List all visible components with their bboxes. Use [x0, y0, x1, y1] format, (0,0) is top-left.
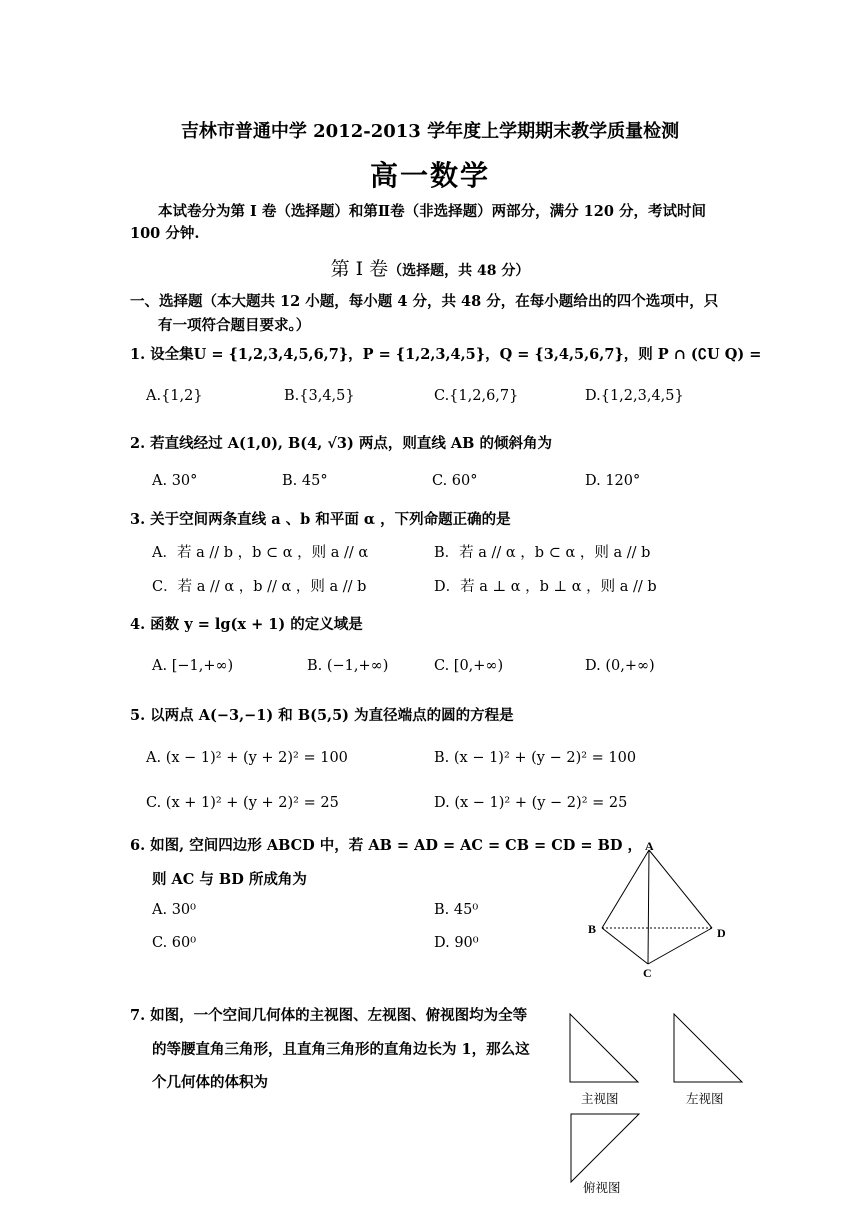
edge-ac	[648, 850, 649, 964]
section-heading	[0, 254, 860, 281]
question-2-option-a: A. 30°	[152, 473, 198, 489]
question-7-stem-1: 7. 如图，一个空间几何体的主视图、左视图、俯视图均为全等	[130, 1007, 528, 1024]
question-5-option-a: A. (x − 1)² + (y + 2)² = 100	[146, 750, 348, 766]
question-3-option-d: D．若 a ⊥ α ，b ⊥ α ，则 a // b	[434, 579, 657, 595]
section-instruction-1: 一、选择题（本大题共 12 小题，每小题 4 分，共 48 分，在每小题给出的四个选项中，只	[130, 293, 719, 310]
vertex-label-a: A	[645, 839, 654, 853]
question-4-option-b: B. (−1,+∞)	[307, 658, 389, 674]
top-view-label: 俯视图	[583, 1180, 621, 1195]
question-7-stem-3: 个几何体的体积为	[152, 1074, 268, 1091]
question-7-stem-2: 的等腰直角三角形，且直角三角形的直角边长为 1，那么这	[152, 1041, 530, 1058]
question-5-option-c: C. (x + 1)² + (y + 2)² = 25	[146, 795, 339, 811]
question-1-stem: 1. 设全集U = {1,2,3,4,5,6,7}，P = {1,2,3,4,5}，Q = {3,4,5,6,7}，则 P ∩ (∁U Q) =	[130, 346, 762, 363]
question-1-option-b: B.{3,4,5}	[284, 388, 355, 404]
question-2-option-c: C. 60°	[432, 473, 478, 489]
intro-line-1: 本试卷分为第 I 卷（选择题）和第Ⅱ卷（非选择题）两部分，满分 120 分，考试时间	[158, 203, 706, 220]
question-1-option-d: D.{1,2,3,4,5}	[585, 388, 684, 404]
edge-ad	[649, 850, 712, 928]
question-5-stem: 5. 以两点 A(−3,−1) 和 B(5,5) 为直径端点的圆的方程是	[130, 707, 514, 724]
front-view-triangle	[568, 1012, 640, 1084]
edge-bc	[602, 928, 648, 964]
question-6-option-b: B. 45⁰	[434, 902, 479, 918]
exam-title: 吉林市普通中学 2012-2013 学年度上学期期末教学质量检测	[180, 121, 680, 142]
question-3-option-c: C．若 a // α ，b // α ，则 a // b	[152, 579, 367, 595]
tetrahedron-figure	[580, 836, 740, 986]
question-6-stem-2: 则 AC 与 BD 所成角为	[152, 871, 307, 888]
question-6-option-d: D. 90⁰	[434, 935, 479, 951]
vertex-label-b: B	[588, 922, 597, 936]
question-3-stem: 3. 关于空间两条直线 a 、b 和平面 α ，下列命题正确的是	[130, 511, 511, 528]
edge-cd	[648, 928, 712, 964]
question-3-option-a: A．若 a // b ，b ⊂ α ，则 a // α	[152, 545, 369, 561]
question-1-option-a: A.{1,2}	[146, 388, 203, 404]
intro-line-2: 100 分钟.	[130, 225, 200, 242]
front-view-label: 主视图	[581, 1091, 619, 1106]
question-3-option-b: B．若 a // α ，b ⊂ α ，则 a // b	[434, 545, 651, 561]
question-6-option-c: C. 60⁰	[152, 935, 197, 951]
question-2-stem: 2. 若直线经过 A(1,0), B(4, √3) 两点，则直线 AB 的倾斜角为	[130, 435, 552, 452]
question-6-stem-1: 6. 如图, 空间四边形 ABCD 中，若 AB = AD = AC = CB = CD = BD ，	[130, 837, 642, 854]
section-instruction-2: 有一项符合题目要求。）	[158, 317, 311, 334]
question-1-option-c: C.{1,2,6,7}	[434, 388, 519, 404]
question-4-stem: 4. 函数 y = lg(x + 1) 的定义域是	[130, 616, 363, 633]
subject-title: 高一数学	[369, 159, 490, 192]
vertex-label-d: D	[717, 926, 726, 940]
side-view-triangle	[672, 1012, 744, 1084]
vertex-label-c: C	[643, 966, 652, 980]
question-4-option-a: A. [−1,+∞)	[152, 658, 234, 674]
question-5-option-d: D. (x − 1)² + (y − 2)² = 25	[434, 795, 628, 811]
edge-ab	[602, 850, 649, 928]
section-note: （选择题，共 48 分）	[388, 263, 530, 279]
question-5-option-b: B. (x − 1)² + (y − 2)² = 100	[434, 750, 637, 766]
top-view-triangle	[569, 1112, 641, 1184]
side-view-label: 左视图	[686, 1091, 724, 1106]
question-4-option-d: D. (0,+∞)	[585, 658, 655, 674]
section-title: 第 I 卷	[330, 258, 389, 280]
question-2-option-b: B. 45°	[282, 473, 328, 489]
question-6-option-a: A. 30⁰	[152, 902, 196, 918]
question-4-option-c: C. [0,+∞)	[434, 658, 504, 674]
question-2-option-d: D. 120°	[585, 473, 641, 489]
